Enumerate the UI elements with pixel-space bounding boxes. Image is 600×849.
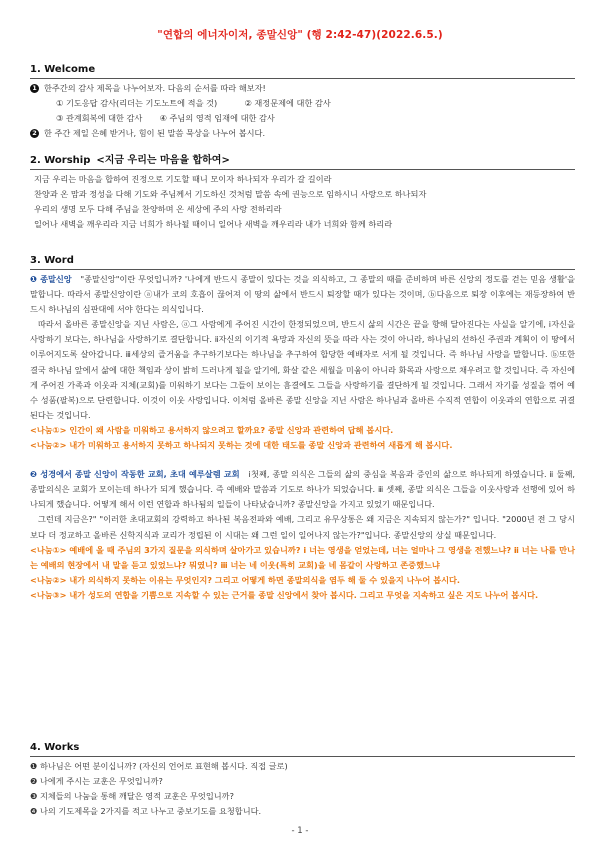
welcome-item-1: 기도응답 감사(리더는 기도노트에 적을 것) — [65, 98, 218, 108]
works-bullet-4: ❹ — [30, 806, 38, 816]
works-bullet-1: ❶ — [30, 761, 38, 771]
worship-heading — [30, 153, 575, 170]
word-heading: 3. Word — [30, 253, 575, 270]
word-section — [30, 253, 575, 603]
works-item-3 — [30, 789, 575, 804]
sharing-question-2: <나눔②> 내가 미워하고 용서하지 못하고 하나되지 못하는 것에 대한 태도를 종말 신앙과 관련하여 새롭게 해 봅시다. — [30, 440, 453, 451]
works-item-text: 지체들의 나눔을 통해 깨달은 영적 교훈은 무엇입니까? — [39, 791, 234, 801]
bullet-1-icon: 1 — [30, 84, 39, 93]
word-bullet-1: ❶ — [30, 274, 38, 284]
welcome-item-4: 주님의 영적 임재에 대한 감사 — [169, 113, 275, 123]
works-heading: 4. Works — [30, 740, 575, 757]
word-p3-text: ⅰ첫째, 종말 의식은 그들의 삶의 중심을 복음과 증인의 삶으로 하나되게 하였습니다. ⅱ 둘째, 종말의식은 교회가 모이는데 하나가 되게 했습니다. 즉 예배와 말씀과 기도로 하나가 되었습니다. ⅲ 셋째, 종말 의식은 그들을 이웃사랑과 선행에 있어 하나되게 했습니다. 어떻게 해서 이런 연합과 하나됨의 일들이 나타났습니까? 종말신앙을 가지고 있었기 때문입니다. — [30, 469, 575, 510]
lyric-line: 찬양과 온 맘과 정성을 다해 기도와 주님께서 기도하신 것처럼 말씀 속에 권능으로 임하시니 사랑으로 하나되자 — [34, 189, 427, 199]
welcome-items-row2 — [30, 111, 575, 126]
works-item-1 — [30, 759, 575, 774]
works-item-2 — [30, 774, 575, 789]
sharing-question-3: <나눔①> 예배에 올 때 주님의 3가지 질문을 의식하며 살아가고 있습니까? ⅰ 너는 영생을 얻었는데, 너는 얼마나 그 영생을 전했느냐? ⅱ 너는 나를 만나는 예배의 현장에서 내 말을 듣고 있었느냐? 뭐였니? ⅲ 너는 네 이웃(특히 교회)을 네 몸같이 사랑하고 존중했느냐 — [30, 544, 575, 570]
word-paragraph-2: 따라서 올바른 종말신앙을 지닌 사람은, ⓐ그 사람에게 주어진 시간이 한정되었으며, 반드시 삶의 시간은 끝을 향해 달아진다는 사실을 알기에, ⅰ자신을 사랑하기 보다는, 하나님을 사랑하기로 결단합니다. ⅱ자신의 이기적 욕망과 자신의 뜻을 따라 사는 것이 아니라, 하나님의 선하신 주권과 계획이 이 땅에서 이루어지도록 살아갑니다. ⅲ세상의 즐거움을 추구하기보다는 하나님을 추구하여 합당한 예배자로 서게 될 것입니다. 즉 하나님 사랑을 말합니다. ⓑ또한 결국 하나님 앞에서 삶에 대한 책임과 상이 밝히 드러나게 될을 알기에, 화살 같은 세월을 미움이 아니라 화목과 사랑으로 채우려고 할 것입니다. 즉 자신에게 주어진 가족과 이웃과 지체(교회)를 미워하기 보다는 그들이 보이는 흠결에도 그들을 사랑하기를 결단하게 될 것입니다. 그래서 자기를 성질을 꺾어 예수 성품(팔복)으로 단련합니다. 이것이 이웃 사랑입니다. 이처럼 올바른 종말 신앙을 지닌 사람은 하나님과 올바른 수직적 연합이 이웃과의 연합으로 귀결된다는 것입니다. — [30, 319, 575, 420]
welcome-item-2: 재정문제에 대한 감사 — [254, 98, 331, 108]
word-label-1: 종말신앙 — [40, 274, 72, 284]
works-item-text: 나에게 주시는 교훈은 무엇입니까? — [39, 776, 163, 786]
page-number: - 1 - — [291, 826, 309, 836]
works-item-4 — [30, 804, 575, 819]
worship-lyrics — [30, 172, 575, 232]
word-label-2: 성경에서 종말 신앙이 작동한 교회, 초대 예루살렘 교회 — [40, 469, 240, 480]
bullet-2-icon: 2 — [30, 129, 39, 138]
works-item-text: 나의 기도제목을 2가지를 적고 나누고 중보기도를 요청합니다. — [39, 806, 262, 816]
works-section — [30, 740, 575, 819]
lyric-line: 지금 우리는 마음을 합하여 진정으로 기도할 때니 모이자 하나되자 우리가 갈 길이라 — [34, 174, 332, 184]
word-paragraph-1 — [30, 272, 575, 317]
welcome-closing-text: 한 주간 제일 은혜 받거나, 힘이 된 말씀 묵상을 나누어 봅시다. — [44, 128, 266, 138]
worship-heading-text: 2. Worship — [30, 155, 91, 166]
item-num-1: ① — [56, 98, 64, 108]
item-num-3: ③ — [56, 113, 64, 123]
word-bullet-2: ❷ — [30, 469, 38, 480]
works-bullet-3: ❸ — [30, 791, 38, 801]
sharing-question-1: <나눔①> 인간이 왜 사람을 미워하고 용서하지 않으려고 할까요? 종말 신앙과 관련하여 답해 봅시다. — [30, 424, 394, 435]
word-paragraph-3 — [30, 467, 575, 512]
welcome-closing — [30, 126, 575, 141]
document-title: "연합의 에너자이저, 종말신앙" (행 2:42-47)(2022.6.5.) — [157, 29, 443, 41]
works-bullet-2: ❷ — [30, 776, 38, 786]
lyric-line: 우리의 생명 모두 다해 주님을 찬양하며 온 세상에 주의 사랑 전하리라 — [34, 204, 282, 214]
welcome-intro-text: 한주간의 감사 제목을 나누어보자. 다음의 순서를 따라 해보자! — [44, 83, 266, 93]
word-paragraph-4: 그런데 지금은?" "이러한 초대교회의 강력하고 하나된 복음전파와 예배, 그리고 유무상통은 왜 지금은 지속되지 않는가?" 입니다. "2000년 전 그 당시보다 더 정교하고 올바른 신학지식과 교리가 정립된 이 시대는 왜 그런 일이 일어나지 않는가?"입니다. 종말신앙의 상실 때문입니다. — [30, 514, 575, 540]
item-num-2: ② — [244, 98, 252, 108]
sharing-question-5: <나눔③> 내가 성도의 연합을 기쁨으로 지속할 수 있는 근거를 종말 신앙에서 찾아 봅시다. 그리고 무엇을 지속하고 싶은 지도 나누어 봅시다. — [30, 589, 539, 600]
works-item-text: 하나님은 어떤 분이십니까? (자신의 언어로 표현해 봅시다. 직접 글로) — [39, 761, 288, 771]
welcome-items-row1 — [30, 96, 575, 111]
worship-song-title: <지금 우리는 마음을 합하여> — [96, 155, 230, 166]
welcome-heading: 1. Welcome — [30, 62, 575, 79]
welcome-item-3: 관계회복에 대한 감사 — [65, 113, 143, 123]
welcome-intro — [30, 81, 575, 96]
item-num-4: ④ — [159, 113, 167, 123]
lyric-line: 일어나 새벽을 깨우리라 지금 너희가 하나될 때이니 일어나 새벽을 깨우리라 내가 너희와 함께 하리라 — [34, 219, 393, 229]
welcome-section — [30, 62, 575, 141]
worship-section — [30, 153, 575, 232]
sharing-question-4: <나눔②> 내가 의식하지 못하는 이유는 무엇인지? 그리고 어떻게 하면 종말의식을 염두 해 둘 수 있을지 나누어 봅시다. — [30, 574, 461, 585]
word-p1-text: "종말신앙"이란 무엇입니까? '나에게 반드시 종말이 있다는 것을 의식하고, 그 종말의 때를 준비하며 바른 신앙의 정도를 걷는 믿음 생활'을 말합니다. 따라서 종말신앙이란 ⓐ내가 코의 호흡이 끊어져 이 땅의 삶에서 반드시 퇴장할 때가 있다는 것이며, ⓑ다음으로 퇴장 이후에는 재등장하여 반드시 하나님의 심판대에 서야 한다는 의식입니다. — [30, 274, 576, 315]
